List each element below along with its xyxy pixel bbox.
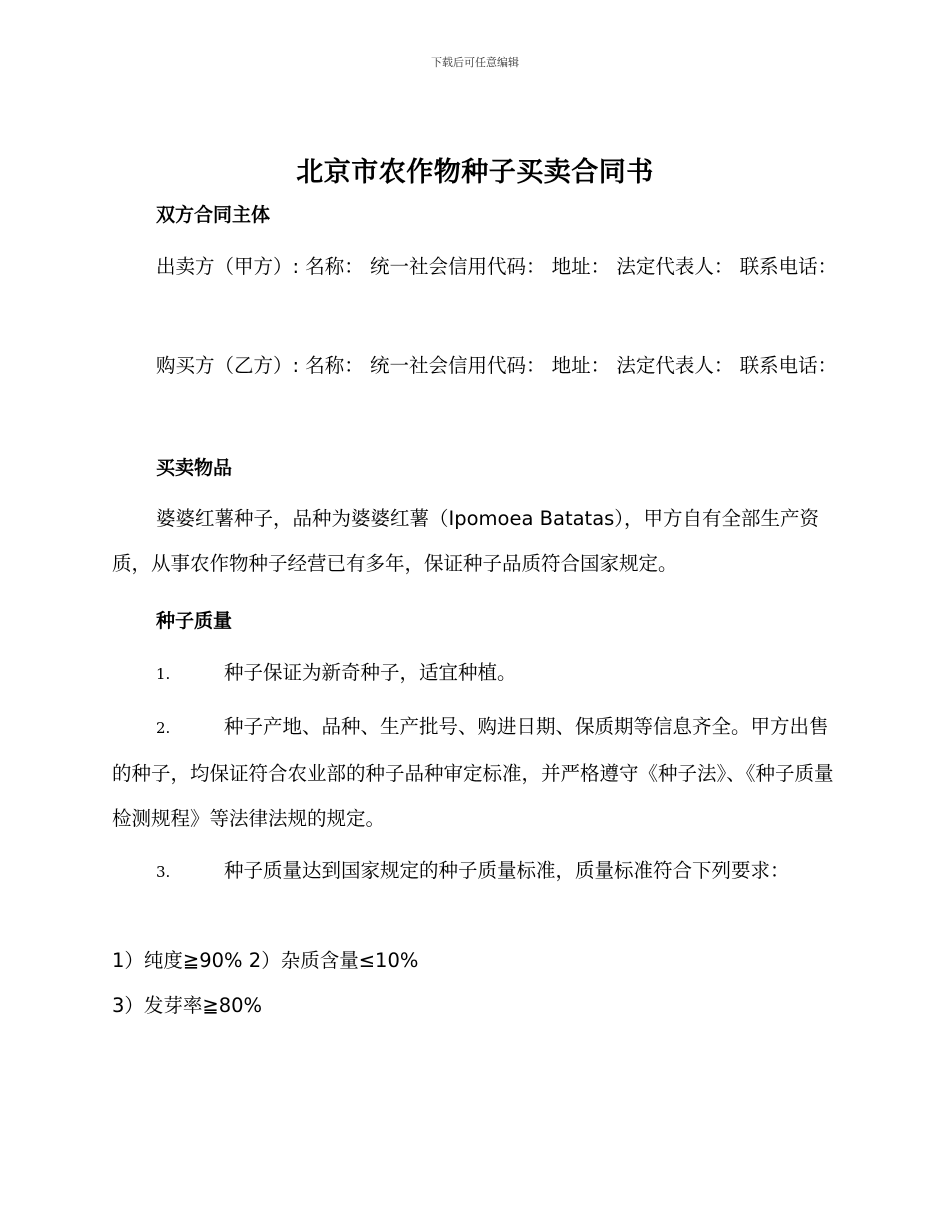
seller-paragraph: 出卖方（甲方）: 名称： 统一社会信用代码： 地址： 法定代表人： 联系电话：	[156, 255, 838, 278]
item-text: 种子质量达到国家规定的种子质量标准，质量标准符合下列要求：	[224, 859, 790, 882]
section-heading-goods: 买卖物品	[156, 457, 233, 479]
item-number: 1.	[156, 665, 171, 683]
item-number: 3.	[156, 863, 171, 881]
quality-item	[112, 650, 847, 697]
quality-item	[112, 848, 847, 895]
requirement-line-2: 3）发芽率≧80%	[112, 994, 263, 1017]
goods-paragraph: 婆婆红薯种子，品种为婆婆红薯（Ipomoea Batatas），甲方自有全部生产资质，从事农作物种子经营已有多年，保证种子品质符合国家规定。	[112, 507, 820, 575]
requirement-line-1: 1）纯度≧90% 2）杂质含量≤10%	[112, 949, 419, 972]
item-text: 种子产地、品种、生产批号、购进日期、保质期等信息齐全。甲方出售的种子，均保证符合农业部的种子品种审定标准，并严格遵守《种子法》、《种子质量检测规程》等法律法规的规定。	[112, 715, 834, 830]
page-header-note: 下载后可任意编辑	[431, 56, 519, 69]
quality-item	[112, 704, 847, 841]
buyer-paragraph: 购买方（乙方）: 名称： 统一社会信用代码： 地址： 法定代表人： 联系电话：	[156, 354, 838, 377]
document-title: 北京市农作物种子买卖合同书	[296, 157, 654, 188]
item-text: 种子保证为新奇种子，适宜种植。	[224, 661, 517, 684]
item-number: 2.	[156, 719, 171, 737]
section-heading-parties: 双方合同主体	[156, 204, 271, 226]
section-heading-quality: 种子质量	[156, 610, 233, 632]
